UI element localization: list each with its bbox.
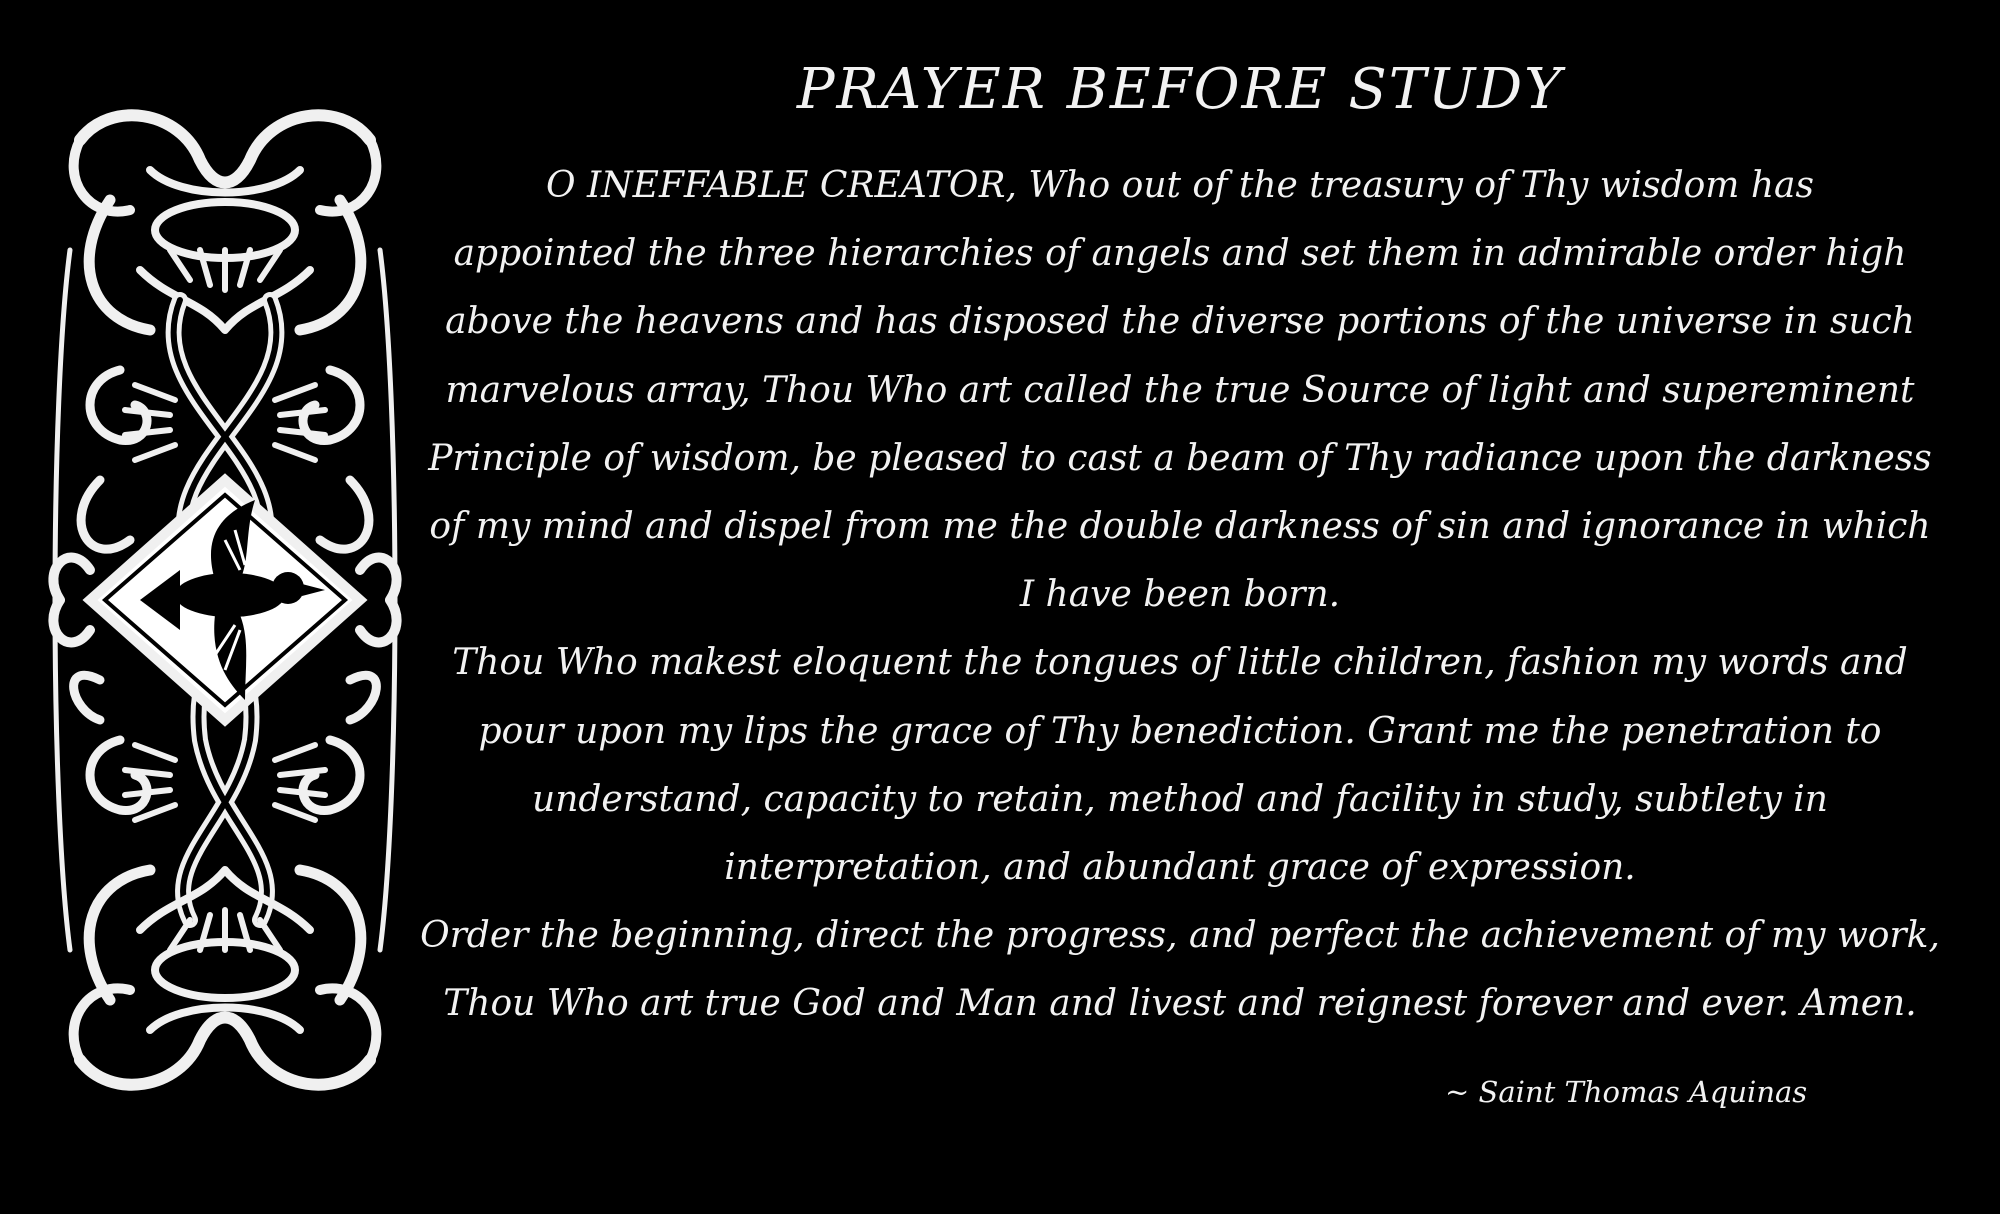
prayer-line: O INEFFABLE CREATOR, Who out of the treasury of Thy wisdom has	[546, 165, 1814, 206]
prayer-line: Thou Who art true God and Man and livest and reignest forever and ever. Amen.	[443, 983, 1917, 1025]
celtic-dove-ornament-icon	[40, 100, 410, 1100]
prayer-line: pour upon my lips the grace of Thy benediction. Grant me the penetration to	[478, 710, 1882, 752]
page-title: PRAYER BEFORE STUDY	[796, 57, 1564, 122]
prayer-line: Order the beginning, direct the progress, and perfect the achievement of my work,	[420, 915, 1940, 957]
attribution: ~ Saint Thomas Aquinas	[1445, 1075, 1808, 1109]
prayer-line: Principle of wisdom, be pleased to cast a beam of Thy radiance upon the darkness	[428, 437, 1932, 479]
prayer-line: appointed the three hierarchies of angels and set them in admirable order high	[453, 233, 1907, 275]
prayer-line: understand, capacity to retain, method and facility in study, subtlety in	[532, 778, 1828, 820]
prayer-line: Thou Who makest eloquent the tongues of little children, fashion my words and	[452, 642, 1908, 684]
prayer-line: of my mind and dispel from me the double darkness of sin and ignorance in which	[429, 506, 1931, 548]
prayer-line: I have been born.	[1019, 574, 1341, 616]
prayer-text-block	[390, 50, 1970, 1039]
prayer-line: above the heavens and has disposed the diverse portions of the universe in such	[445, 301, 1915, 343]
prayer-line: interpretation, and abundant grace of expression.	[724, 847, 1636, 889]
prayer-line: marvelous array, Thou Who art called the true Source of light and supereminent	[445, 369, 1915, 411]
